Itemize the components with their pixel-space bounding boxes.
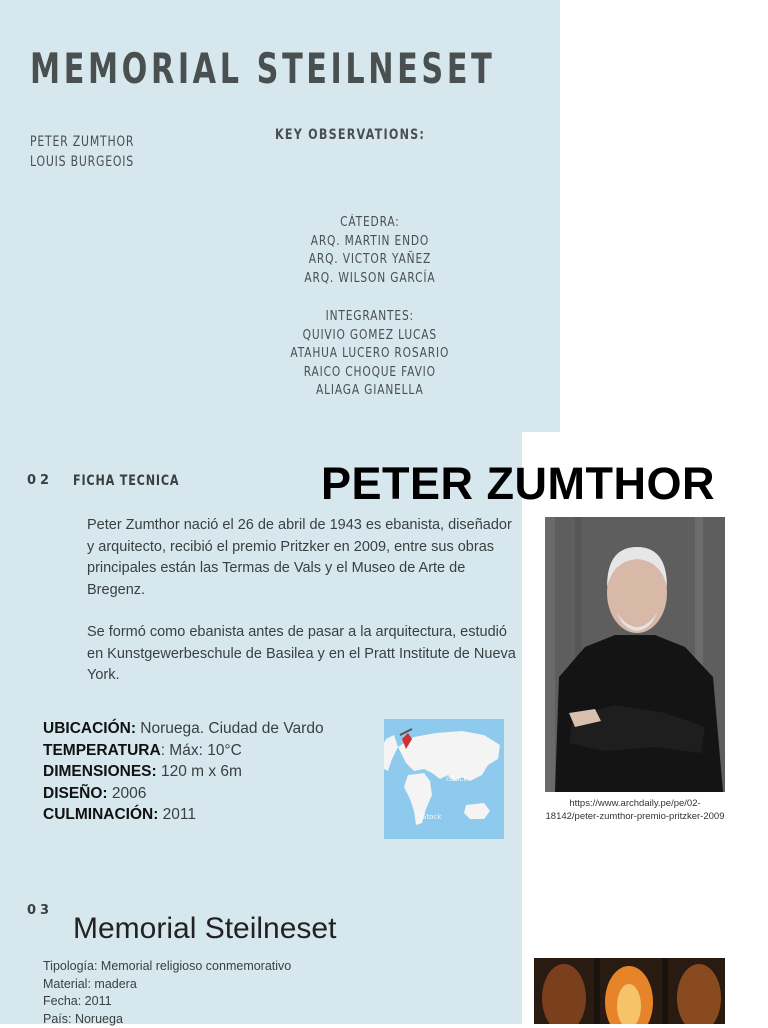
fact-key: CULMINACIÓN: <box>43 806 158 823</box>
integrantes-label: INTEGRANTES: <box>291 308 450 327</box>
catedra-member: ARQ. VICTOR YAÑEZ <box>304 251 435 270</box>
fact-value: : Máx: 10°C <box>161 742 242 759</box>
technical-facts <box>43 718 324 826</box>
fact-value: 2006 <box>108 785 147 802</box>
author-name: PETER ZUMTHOR <box>30 132 134 152</box>
section-number: 02 <box>27 473 53 488</box>
bio-paragraph: Se formó como ebanista antes de pasar a la arquitectura, estudió en Kunstgewerbeschule de Basilea y en el Pratt Institute de Nueva York. <box>87 622 519 687</box>
catedra-member: ARQ. WILSON GARCÍA <box>304 270 435 289</box>
integrante-member: ATAHUA LUCERO ROSARIO <box>291 345 450 364</box>
section-title: Memorial Steilneset <box>73 912 336 946</box>
map-watermark: iStock <box>420 813 442 821</box>
fact-value: Noruega. Ciudad de Vardo <box>136 720 324 737</box>
detail-line: País: Noruega <box>43 1011 291 1028</box>
author-name: LOUIS BURGEOIS <box>30 152 134 172</box>
world-map-image <box>384 719 504 839</box>
catedra-label: CÁTEDRA: <box>304 214 435 233</box>
detail-line: Material: madera <box>43 976 291 994</box>
detail-line: Tipología: Memorial religioso conmemorativo <box>43 958 291 976</box>
fact-value: 120 m x 6m <box>157 763 242 780</box>
section-label: FICHA TECNICA <box>73 473 179 489</box>
integrantes-block <box>220 308 520 401</box>
section-number: 03 <box>27 903 53 918</box>
fact-row <box>43 740 324 762</box>
fact-key: DIMENSIONES: <box>43 763 157 780</box>
key-observations-label: KEY OBSERVATIONS: <box>275 127 425 143</box>
catedra-block <box>220 214 520 288</box>
catedra-member: ARQ. MARTIN ENDO <box>304 233 435 252</box>
photo-credit: https://www.archdaily.pe/pe/02-18142/peter-zumthor-premio-pritzker-2009 <box>545 797 725 823</box>
detail-line: Fecha: 2011 <box>43 993 291 1011</box>
project-details <box>43 958 291 1028</box>
biography <box>87 515 519 708</box>
fact-key: DISEÑO: <box>43 785 108 802</box>
map-watermark: iStock <box>446 775 468 783</box>
interior-photo-icon <box>534 958 725 1024</box>
memorial-interior-image <box>534 958 725 1024</box>
page-title: MEMORIAL STEILNESET <box>30 44 495 93</box>
integrante-member: QUIVIO GOMEZ LUCAS <box>291 327 450 346</box>
fact-key: TEMPERATURA <box>43 742 161 759</box>
fact-row <box>43 783 324 805</box>
architect-heading: PETER ZUMTHOR <box>321 458 715 510</box>
fact-key: UBICACIÓN: <box>43 720 136 737</box>
authors <box>30 132 134 172</box>
portrait-icon <box>545 517 725 792</box>
fact-row <box>43 718 324 740</box>
fact-value: 2011 <box>158 806 196 823</box>
world-map-icon <box>384 719 504 839</box>
integrante-member: RAICO CHOQUE FAVIO <box>291 364 450 383</box>
fact-row <box>43 804 324 826</box>
architect-portrait-image <box>545 517 725 792</box>
fact-row <box>43 761 324 783</box>
integrante-member: ALIAGA GIANELLA <box>291 382 450 401</box>
bio-paragraph: Peter Zumthor nació el 26 de abril de 1943 es ebanista, diseñador y arquitecto, recibió el premio Pritzker en 2009, entre sus obras principales están las Termas de Vals y el Museo de Arte de Bregenz. <box>87 515 519 601</box>
